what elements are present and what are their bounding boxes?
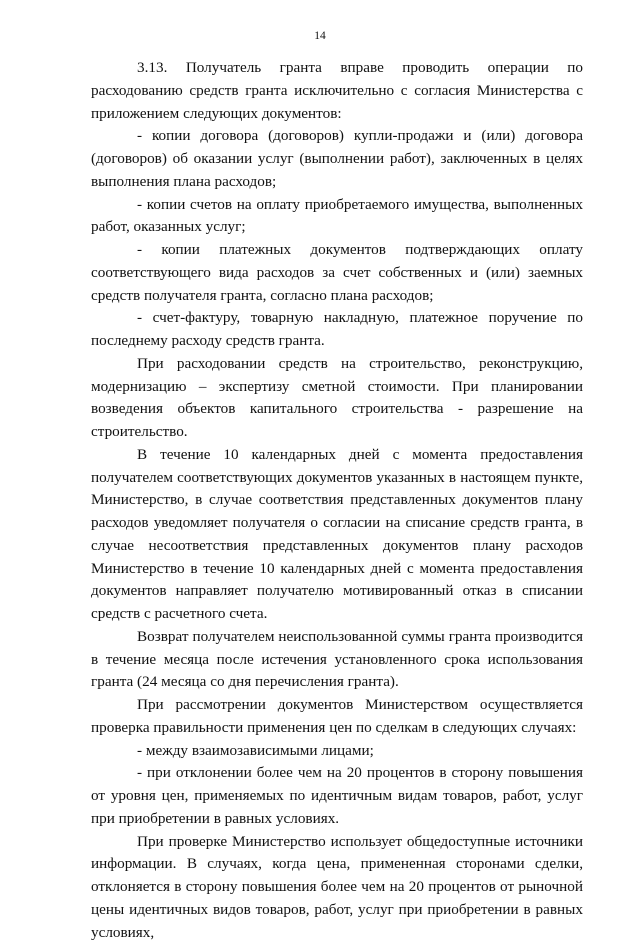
paragraph-payment-documents: - копии платежных документов подтверждающих оплату соответствующего вида расходов за счет собственных и (или) заемных средств получателя гранта, согласно плана расходов; xyxy=(91,239,583,307)
paragraph-ten-days-review: В течение 10 календарных дней с момента предоставления получателем соответствующих документов указанных в настоящем пункте, Министерство, в случае соответствия представленных документов плану расходов уведомляет получателя о согласии на списание средств гранта, в случае несоответствия представленных документов плану расходов Министерство в течение 10 календарных дней с момента предоставления документов направляет получателю мотивированный отказ в списании средств с расчетного счета. xyxy=(91,444,583,626)
paragraph-construction: При расходовании средств на строительство, реконструкцию, модернизацию – экспертизу сметной стоимости. При планировании возведения объектов капитального строительства - разрешение на строительство. xyxy=(91,353,583,444)
paragraph-related-parties: - между взаимозависимыми лицами; xyxy=(91,740,583,763)
paragraph-contract-copies: - копии договора (договоров) купли-продажи и (или) договора (договоров) об оказании услуг (выполнении работ), заключенных в целях выполнения плана расходов; xyxy=(91,125,583,193)
paragraph-final-expense-documents: - счет-фактуру, товарную накладную, платежное поручение по последнему расходу средств гранта. xyxy=(91,307,583,353)
paragraph-price-deviation: - при отклонении более чем на 20 процентов в сторону повышения от уровня цен, применяемых по идентичным видам товаров, работ, услуг при приобретении в равных условиях. xyxy=(91,762,583,830)
paragraph-3-13-intro: 3.13. Получатель гранта вправе проводить операции по расходованию средств гранта исключительно с согласия Министерства с приложением следующих документов: xyxy=(91,57,583,125)
paragraph-grant-return: Возврат получателем неиспользованной суммы гранта производится в течение месяца после истечения установленного срока использования гранта (24 месяца со дня перечисления гранта). xyxy=(91,626,583,694)
paragraph-price-check: При рассмотрении документов Министерством осуществляется проверка правильности применения цен по сделкам в следующих случаях: xyxy=(91,694,583,740)
paragraph-invoice-copies: - копии счетов на оплату приобретаемого имущества, выполненных работ, оказанных услуг; xyxy=(91,194,583,240)
paragraph-public-sources: При проверке Министерство использует общедоступные источники информации. В случаях, когда цена, примененная сторонами сделки, отклоняется в сторону повышения более чем на 20 процентов от рыночной цены идентичных видов товаров, работ, услуг при приобретении в равных условиях, xyxy=(91,831,583,944)
page-number: 14 xyxy=(0,29,640,43)
document-body xyxy=(91,57,583,944)
